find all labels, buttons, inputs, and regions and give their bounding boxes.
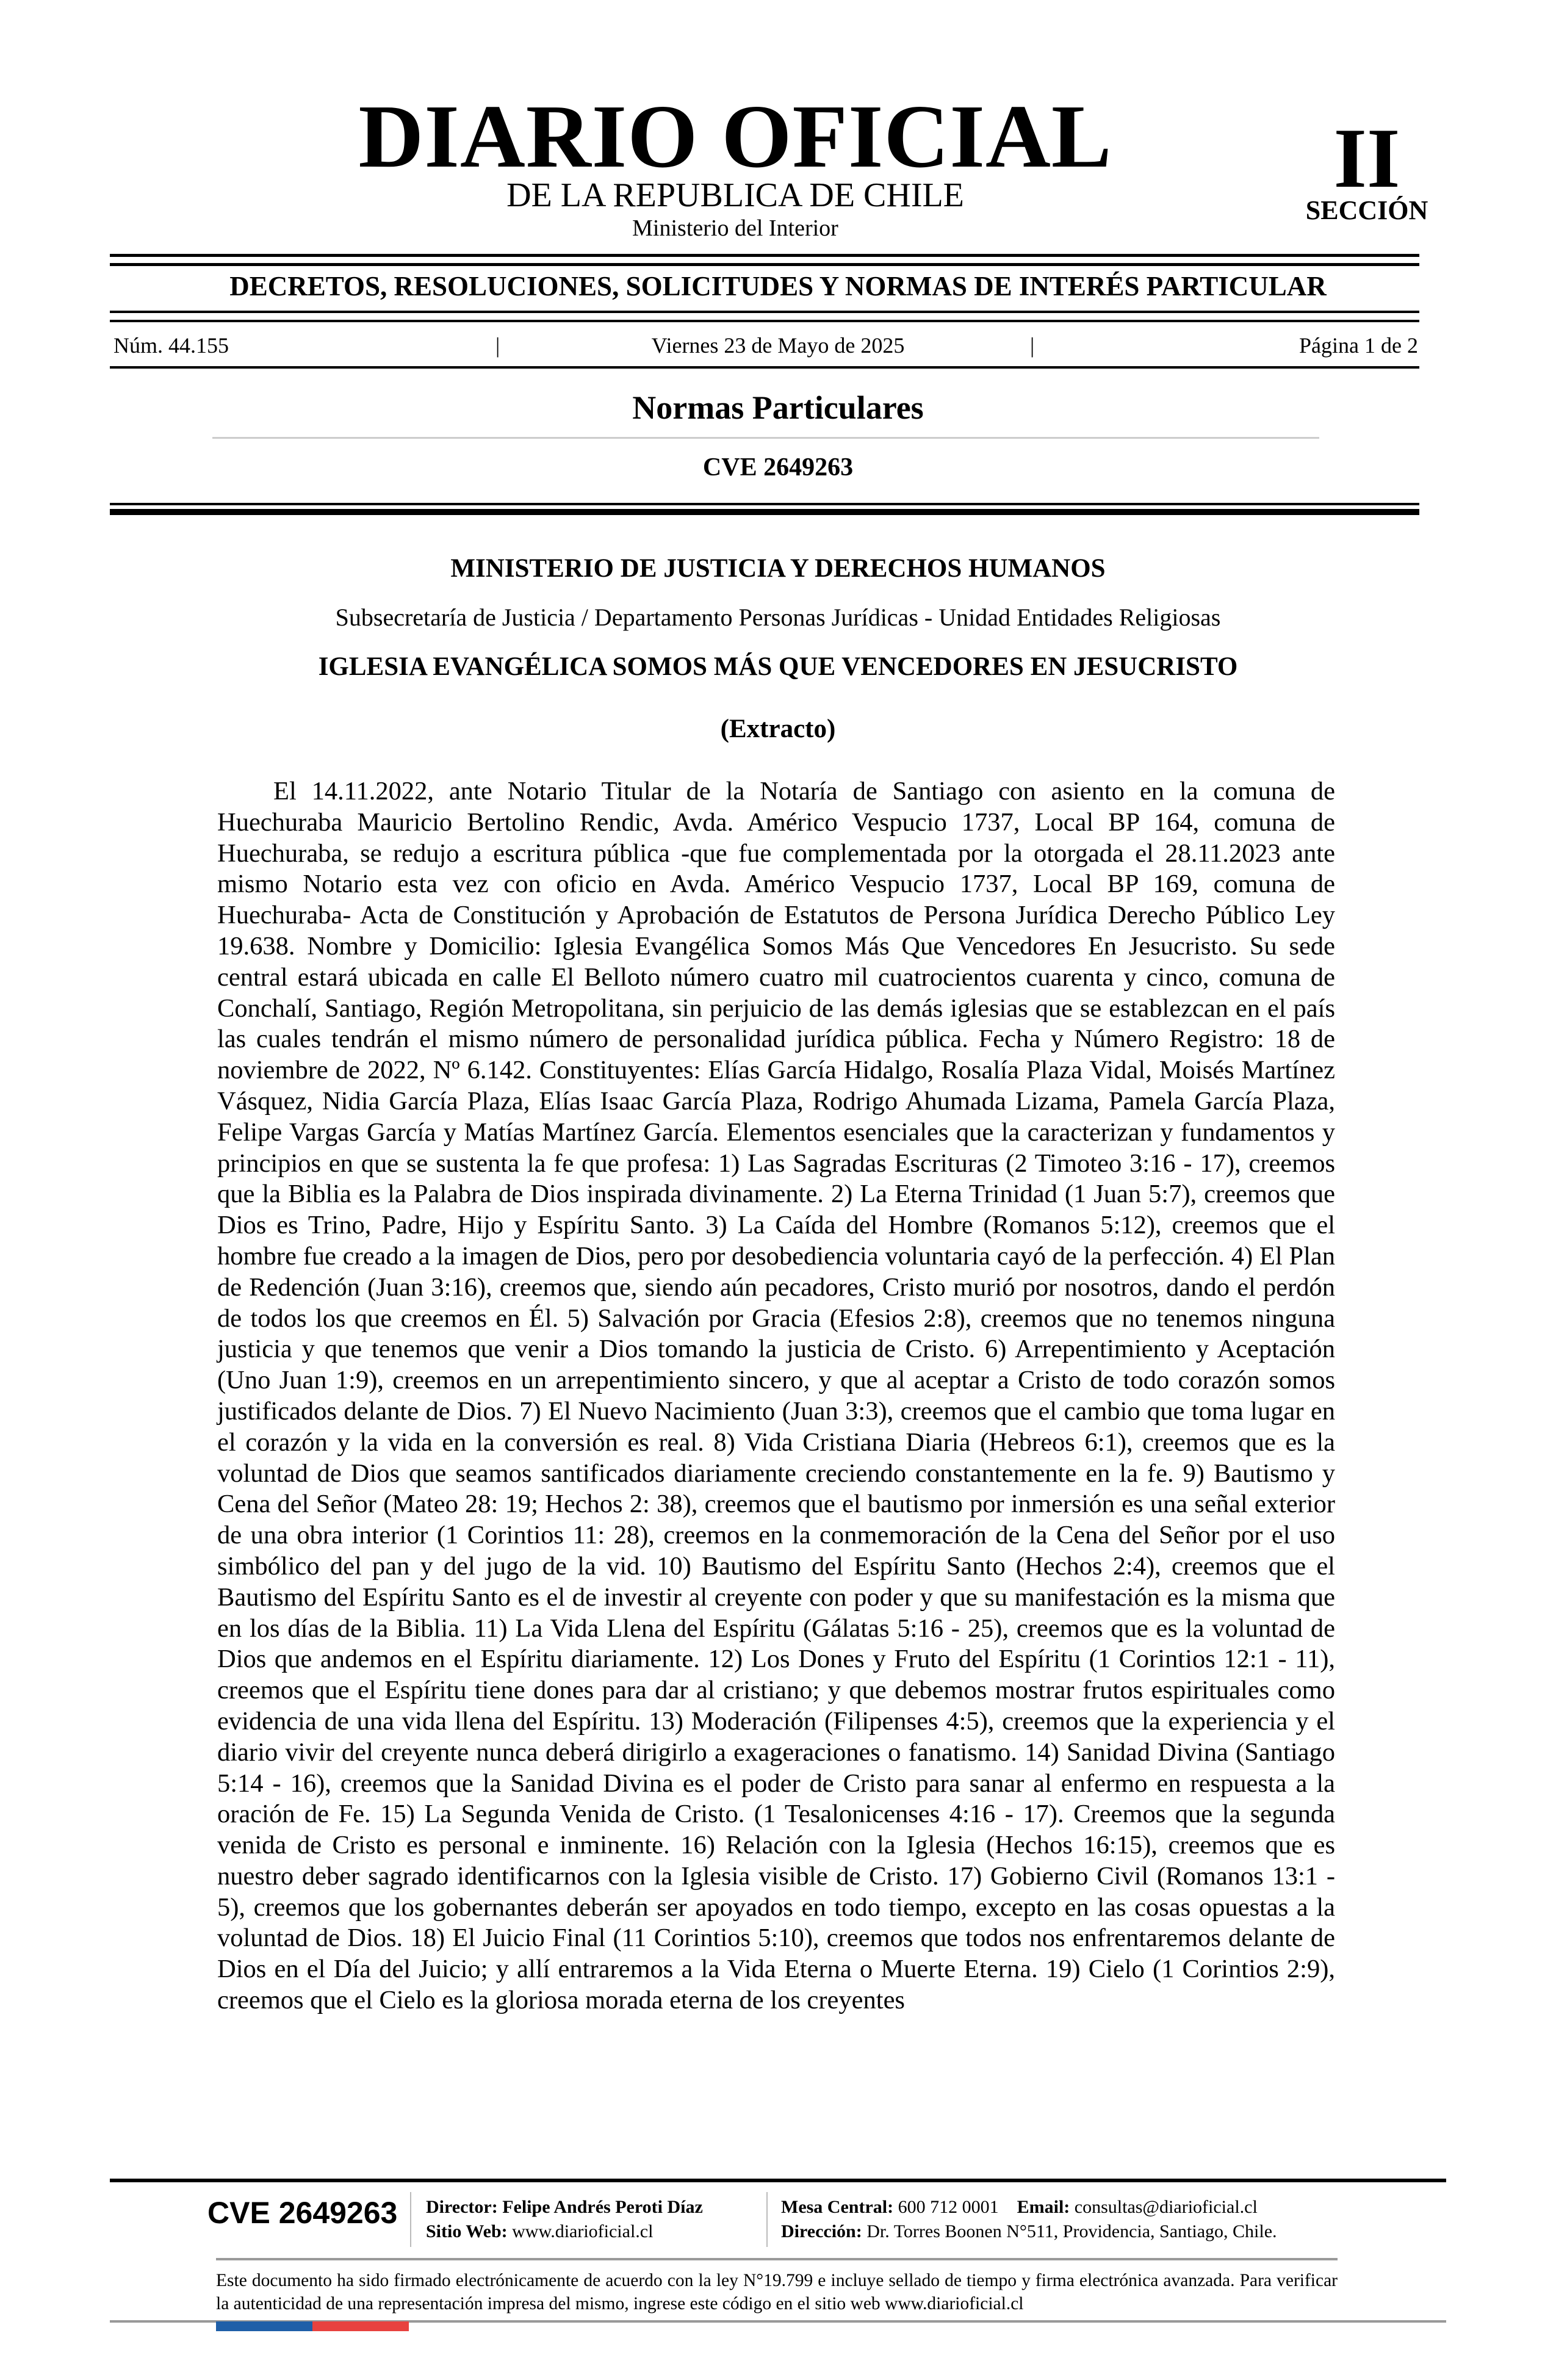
website-link[interactable]: www.diarioficial.cl <box>512 2221 654 2241</box>
divider <box>110 503 1419 505</box>
separator: | <box>1030 333 1035 358</box>
divider <box>110 509 1419 515</box>
masthead-subtitle: DE LA REPUBLICA DE CHILE <box>506 176 964 214</box>
separator: | <box>495 333 500 358</box>
article-subtitle: (Extracto) <box>720 715 836 743</box>
email-label: Email: <box>1017 2197 1070 2217</box>
cve-code: CVE 2649263 <box>702 453 854 481</box>
separator <box>410 2192 411 2247</box>
footer-contact-left <box>426 2195 703 2244</box>
address-label: Dirección: <box>781 2221 862 2241</box>
footer-cve: CVE 2649263 <box>207 2196 398 2230</box>
email-link[interactable]: consultas@diarioficial.cl <box>1074 2197 1258 2217</box>
article-department: Subsecretaría de Justicia / Departamento Personas Jurídicas - Unidad Entidades Religiosas <box>335 604 1221 631</box>
issue-number: Núm. 44.155 <box>113 333 229 358</box>
footer-divider <box>110 2179 1446 2182</box>
section-label: SECCIÓN <box>1305 195 1428 225</box>
section-title: Normas Particulares <box>632 389 924 426</box>
flag-stripe-red <box>312 2321 409 2331</box>
address: Dr. Torres Boonen N°511, Providencia, Santiago, Chile. <box>866 2221 1277 2241</box>
divider <box>110 311 1419 313</box>
article-title: IGLESIA EVANGÉLICA SOMOS MÁS QUE VENCEDORES EN JESUCRISTO <box>318 652 1238 681</box>
masthead-ministry: Ministerio del Interior <box>632 215 838 241</box>
category-heading: DECRETOS, RESOLUCIONES, SOLICITUDES Y NORMAS DE INTERÉS PARTICULAR <box>229 271 1327 301</box>
phone-number: 600 712 0001 <box>898 2197 999 2217</box>
page-indicator: Página 1 de 2 <box>1299 333 1418 358</box>
footer-contact-right <box>781 2195 1277 2244</box>
flag-stripe-blue <box>216 2321 312 2331</box>
article-ministry: MINISTERIO DE JUSTICIA Y DERECHOS HUMANOS <box>450 554 1106 583</box>
divider <box>110 254 1419 257</box>
director-name: Felipe Andrés Peroti Díaz <box>502 2197 703 2217</box>
divider <box>110 320 1419 322</box>
divider <box>110 263 1419 266</box>
masthead-title: DIARIO OFICIAL <box>358 87 1112 187</box>
issue-date: Viernes 23 de Mayo de 2025 <box>651 333 905 358</box>
divider <box>216 2258 1338 2260</box>
divider <box>110 366 1419 369</box>
article-body: El 14.11.2022, ante Notario Titular de la Notaría de Santiago con asiento en la comuna de Huechuraba Mauricio Bertolino Rendic, Avda. Américo Vespucio 1737, Local BP 164, comuna de Huechuraba, se redujo a escritura pública -que fue complementada por la otorgada el 28.11.2023 ante mismo Notario esta vez con oficio en Avda. Américo Vespucio 1737, Local BP 169, comuna de Huechuraba- Acta de Constitución y Aprobación de Estatutos de Persona Jurídica Derecho Público Ley 19.638. Nombre y Domicilio: Iglesia Evangélica Somos Más Que Vencedores En Jesucristo. Su sede central estará ubicada en calle El Belloto número cuatro mil cuatrocientos cuarenta y cinco, comuna de Conchalí, Santiago, Región Metropolitana, sin perjuicio de las demás iglesias que se establezcan en el país las cuales tendrán el mismo número de personalidad jurídica pública. Fecha y Número Registro: 18 de noviembre de 2022, Nº 6.142. Constituyentes: Elías García Hidalgo, Rosalía Plaza Vidal, Moisés Martínez Vásquez, Nidia García Plaza, Elías Isaac García Plaza, Rodrigo Ahumada Lizama, Pamela García Plaza, Felipe Vargas García y Matías Martínez García. Elementos esenciales que la caracterizan y fundamentos y principios en que se sustenta la fe que profesa: 1) Las Sagradas Escrituras (2 Timoteo 3:16 - 17), creemos que la Biblia es la Palabra de Dios inspirada divinamente. 2) La Eterna Trinidad (1 Juan 5:7), creemos que Dios es Trino, Padre, Hijo y Espíritu Santo. 3) La Caída del Hombre (Romanos 5:12), creemos que el hombre fue creado a la imagen de Dios, pero por desobediencia voluntaria cayó de la perfección. 4) El Plan de Redención (Juan 3:16), creemos que, siendo aún pecadores, Cristo murió por nosotros, dando el perdón de todos los que creemos en Él. 5) Salvación por Gracia (Efesios 2:8), creemos que no tenemos ninguna justicia y que tenemos que venir a Dios tomando la justicia de Cristo. 6) Arrepentimiento y Aceptación (Uno Juan 1:9), creemos en un arrepentimiento sincero, y que al aceptar a Cristo de todo corazón somos justificados delante de Dios. 7) El Nuevo Nacimiento (Juan 3:3), creemos que el cambio que toma lugar en el corazón y la vida en la conversión es real. 8) Vida Cristiana Diaria (Hebreos 6:1), creemos que es la voluntad de Dios que seamos santificados diariamente creciendo constantemente en la fe. 9) Bautismo y Cena del Señor (Mateo 28: 19; Hechos 2: 38), creemos que el bautismo por inmersión es una señal exterior de una obra interior (1 Corintios 11: 28), creemos en la conmemoración de la Cena del Señor por el uso simbólico del pan y del jugo de la vid. 10) Bautismo del Espíritu Santo (Hechos 2:4), creemos que el Bautismo del Espíritu Santo es el de investir al creyente con poder y que su manifestación es la misma que en los días de la Biblia. 11) La Vida Llena del Espíritu (Gálatas 5:16 - 25), creemos que es la voluntad de Dios que andemos en el Espíritu diariamente. 12) Los Dones y Fruto del Espíritu (1 Corintios 12:1 - 11), creemos que el Espíritu tiene dones para dar al cristiano; y que debemos mostrar frutos espirituales como evidencia de una vida llena del Espíritu. 13) Moderación (Filipenses 4:5), creemos que la experiencia y el diario vivir del creyente nunca deberá dirigirlo a exageraciones o fanatismo. 14) Sanidad Divina (Santiago 5:14 - 16), creemos que la Sanidad Divina es el poder de Cristo para sanar al enfermo en respuesta a la oración de Fe. 15) La Segunda Venida de Cristo. (1 Tesalonicenses 4:16 - 17). Creemos que la segunda venida de Cristo es personal e inminente. 16) Relación con la Iglesia (Hechos 16:15), creemos que es nuestro deber sagrado identificarnos con la Iglesia visible de Cristo. 17) Gobierno Civil (Romanos 13:1 - 5), creemos que los gobernantes deberán ser apoyados en todo tiempo, excepto en las cosas opuestas a la voluntad de Dios. 18) El Juicio Final (11 Corintios 5:10), creemos que todos nos enfrentaremos delante de Dios en el Día del Juicio; y allí entraremos a la Vida Eterna o Muerte Eterna. 19) Cielo (1 Corintios 2:9), creemos que el Cielo es la gloriosa morada eterna de los creyentes <box>217 777 1335 2015</box>
web-label: Sitio Web: <box>426 2221 508 2241</box>
separator <box>766 2192 768 2247</box>
legal-notice: Este documento ha sido firmado electrónicamente de acuerdo con la ley N°19.799 e incluye sellado de tiempo y firma electrónica avanzada. Para verificar la autenticidad de una representación impresa del mismo, ingrese este código en el sitio web www.diarioficial.cl <box>216 2271 1338 2313</box>
director-label: Director: <box>426 2197 498 2217</box>
divider <box>212 437 1319 439</box>
phone-label: Mesa Central: <box>781 2197 894 2217</box>
section-number: II <box>1333 111 1400 206</box>
